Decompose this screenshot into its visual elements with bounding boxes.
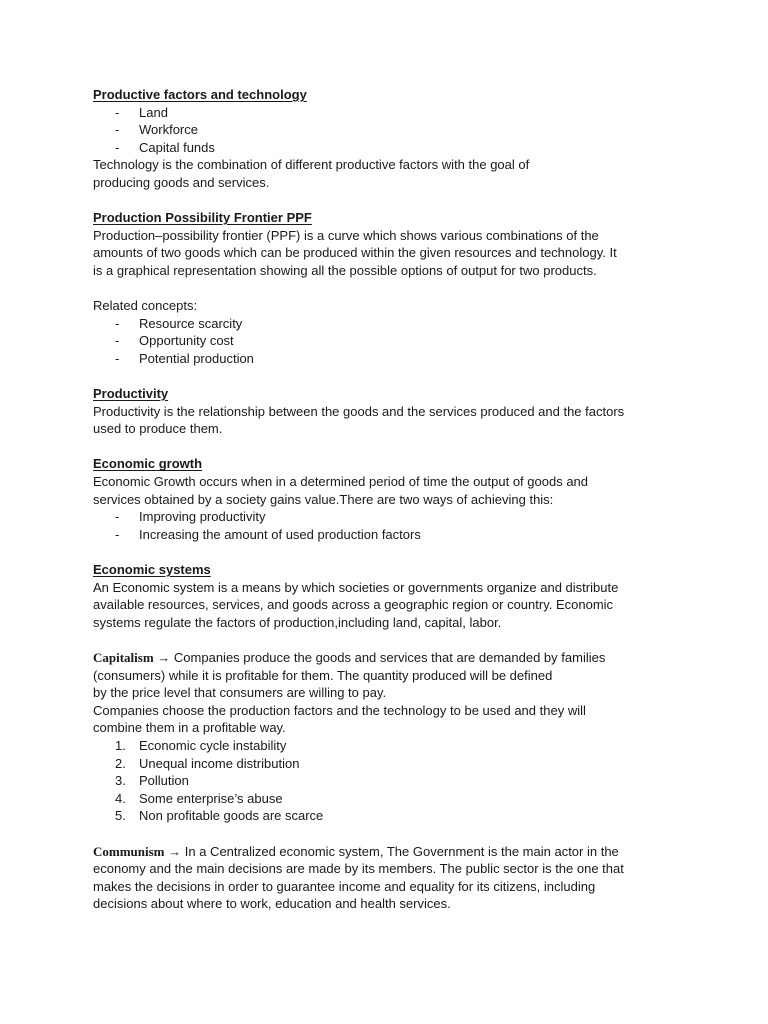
paragraph-line: Technology is the combination of different productive factors with the goal of [93,157,530,173]
numbered-item: 3. Pollution [93,772,688,790]
capitalism-intro-line: Capitalism → Companies produce the goods and services that are demanded by families [93,650,606,665]
list-item: - Resource scarcity [93,315,688,333]
paragraph-line: Economic Growth occurs when in a determined period of time the output of goods and [93,474,589,490]
paragraph-line: by the price level that consumers are willing to pay. [93,685,387,701]
paragraph-line: services obtained by a society gains value.There are two ways of achieving this: [93,491,554,507]
paragraph-line: Production–possibility frontier (PPF) is a curve which shows various combinations of the [93,227,599,243]
dash-marker: - [115,526,120,542]
document-page [93,86,688,913]
paragraph-line: is a graphical representation showing all the possible options of output for two products. [93,262,597,278]
paragraph-line: Companies choose the production factors and the technology to be used and they will [93,702,586,718]
paragraph-line: economy and the main decisions are made by its members. The public sector is the one that [93,861,624,877]
paragraph-line: combine them in a profitable way. [93,720,286,736]
paragraph-line: An Economic system is a means by which societies or governments organize and distribute [93,579,619,595]
list-item: - Land [93,104,688,122]
paragraph-line: available resources, services, and goods across a geographic region or country. Economic [93,597,614,613]
number-marker: 5. [115,808,126,824]
heading-ppf: Production Possibility Frontier PPF [93,210,312,226]
numbered-item: 1. Economic cycle instability [93,737,688,755]
arrow-icon: → [168,843,182,859]
heading-productive-factors: Productive factors and technology [93,87,307,102]
number-marker: 4. [115,790,126,806]
communism-intro-line: Communism → In a Centralized economic system, The Government is the main actor in the [93,843,619,859]
numbered-item: 2. Unequal income distribution [93,755,688,773]
paragraph-line: (consumers) while it is profitable for them. The quantity produced will be defined [93,667,553,683]
heading-productivity: Productivity [93,386,169,402]
number-marker: 2. [115,755,126,771]
heading-economic-growth: Economic growth [93,456,203,472]
arrow-icon: → [157,650,171,665]
dash-marker: - [115,509,120,525]
list-item: - Increasing the amount of used production factors [93,526,688,544]
dash-marker: - [115,139,120,155]
dash-marker: - [115,350,120,366]
paragraph-line: producing goods and services. [93,174,270,190]
list-item: - Opportunity cost [93,332,688,350]
numbered-item: 4. Some enterprise’s abuse [93,790,688,808]
related-concepts-label: Related concepts: [93,298,198,314]
list-item: - Potential production [93,350,688,368]
number-marker: 3. [115,773,126,789]
dash-marker: - [115,122,120,138]
dash-marker: - [115,333,120,349]
paragraph-line: Productivity is the relationship between the goods and the services produced and the factors [93,403,625,419]
term-capitalism: Capitalism [93,650,154,665]
list-item: - Workforce [93,121,688,139]
dash-marker: - [115,315,120,331]
paragraph-line: decisions about where to work, education and health services. [93,896,451,912]
list-item: - Improving productivity [93,508,688,526]
paragraph-line: used to produce them. [93,421,223,437]
numbered-item: 5. Non profitable goods are scarce [93,807,688,825]
heading-economic-systems: Economic systems [93,562,211,578]
number-marker: 1. [115,737,126,753]
list-item: - Capital funds [93,139,688,157]
paragraph-line: systems regulate the factors of production,including land, capital, labor. [93,614,502,630]
dash-marker: - [115,104,120,120]
paragraph-line: makes the decisions in order to guarantee income and equality for its citizens, including [93,878,596,894]
term-communism: Communism [93,843,165,859]
paragraph-line: amounts of two goods which can be produced within the given resources and technology. It [93,245,617,261]
